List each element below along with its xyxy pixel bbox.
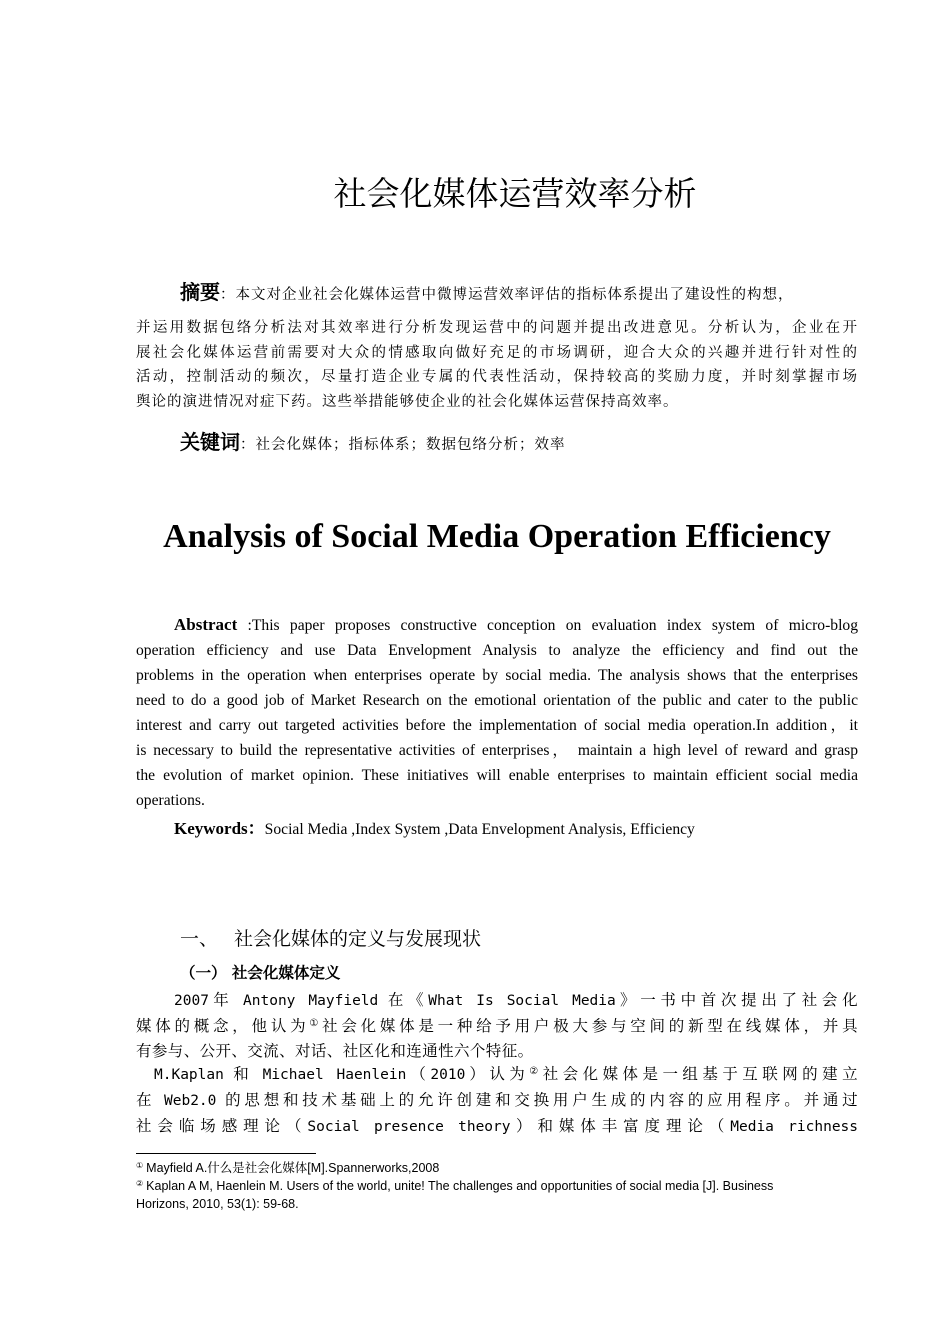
chinese-abstract-line: 并运用数据包络分析法对其效率进行分析发现运营中的问题并提出改进意见。分析认为，企业在开 [136,320,858,336]
section-heading [180,924,481,951]
chinese-abstract-line: 活动，控制活动的频次，尽量打造企业专属的代表性活动，保持较高的奖励力度，并时刻掌握市场 [136,369,858,385]
footnotes [136,1159,858,1213]
english-abstract-line: Abstract :This paper proposes constructive conception on evaluation index system of micro-blog [174,615,858,634]
chinese-keywords-text: 社会化媒体；指标体系；数据包络分析；效率 [255,437,566,453]
chinese-abstract-first-line [180,276,870,305]
english-abstract-line: problems in the operation when enterprises operate by social media. The analysis shows that the enterprises [136,667,858,684]
chinese-keywords [180,426,566,455]
english-keywords-sep: ： [247,819,265,838]
chinese-abstract-body [136,316,858,414]
paragraph-line: 媒体的概念，他认为①社会化媒体是一种给予用户极大参与空间的新型在线媒体，并具 [136,1017,858,1035]
chinese-abstract-line: 展社会化媒体运营前需要对大众的情感取向做好充足的市场调研，迎合大众的兴趣并进行针对性的 [136,344,858,361]
english-abstract-line: interest and carry out targeted activities before the implementation of social media operation.In addition，it [136,717,858,734]
english-keywords-label: Keywords [174,819,248,838]
english-keywords-text: Social Media ,Index System ,Data Envelopment Analysis, Efficiency [264,821,695,838]
english-abstract-line: the evolution of market opinion. These initiatives will enable enterprises to maintain efficient social media [136,767,858,784]
chinese-abstract-sep: ： [220,287,236,303]
footnote-divider [136,1153,316,1154]
paragraph-line: 社会临场感理论（Social presence theory）和媒体丰富度理论（Media richness [136,1117,858,1135]
footnote-item [136,1177,858,1195]
chinese-keywords-label: 关键词 [180,430,240,454]
footnote-text: Mayfield A.什么是社会化媒体[M].Spannerworks,2008 [146,1161,440,1175]
chinese-keywords-sep: ： [240,437,256,453]
footnote-mark: ① [136,1161,144,1170]
paragraph-line: M.Kaplan 和 Michael Haenlein（2010）认为②社会化媒体是一组基于互联网的建立 [154,1065,858,1083]
english-abstract-line: operations. [136,792,205,809]
footnote-item [136,1195,858,1213]
footnote-mark: ② [136,1179,144,1188]
footnote-text: Horizons, 2010, 53(1): 59-68. [136,1197,299,1211]
footnote-text: Kaplan A M, Haenlein M. Users of the world, unite! The challenges and opportunities of social media [J]. Business [146,1179,774,1193]
paragraph-line: 在 Web2.0 的思想和技术基础上的允许创建和交换用户生成的内容的应用程序。并通过 [136,1091,858,1109]
english-abstract-sep: : [237,617,252,634]
subsection-heading: （一） 社会化媒体定义 [180,964,341,982]
chinese-abstract-label: 摘要 [180,280,220,304]
section-title: 社会化媒体的定义与发展现状 [234,928,482,950]
footnote-item [136,1159,858,1177]
english-abstract-label: Abstract [174,615,238,634]
paragraph-mayfield [136,988,858,1064]
english-abstract [136,612,858,813]
english-abstract-line: need to do a good job of Market Research on the emotional orientation of the public and cater to the public [136,692,858,709]
paragraph-line: 2007年 Antony Mayfield 在《What Is Social Media》一书中首次提出了社会化 [174,991,858,1009]
section-number: 一、 [180,928,219,950]
chinese-title: 社会化媒体运营效率分析 [333,174,697,213]
footnote-ref[interactable]: ② [529,1066,543,1077]
chinese-abstract-line: 本文对企业社会化媒体运营中微博运营效率评估的指标体系提出了建设性的构想， [235,287,794,303]
english-abstract-line: is necessary to build the representative activities of enterprises， maintain a high level of reward and grasp [136,742,858,759]
english-abstract-line: operation efficiency and use Data Envelopment Analysis to analyze the efficiency and find out the [136,642,858,659]
english-title: Analysis of Social Media Operation Efficiency [163,518,831,555]
footnote-ref[interactable]: ① [309,1018,323,1029]
chinese-abstract-line: 舆论的演进情况对症下药。这些举措能够使企业的社会化媒体运营保持高效率。 [136,393,679,410]
paragraph-kaplan [136,1062,858,1140]
paragraph-line: 有参与、公开、交流、对话、社区化和连通性六个特征。 [136,1042,534,1060]
english-keywords [174,814,695,839]
